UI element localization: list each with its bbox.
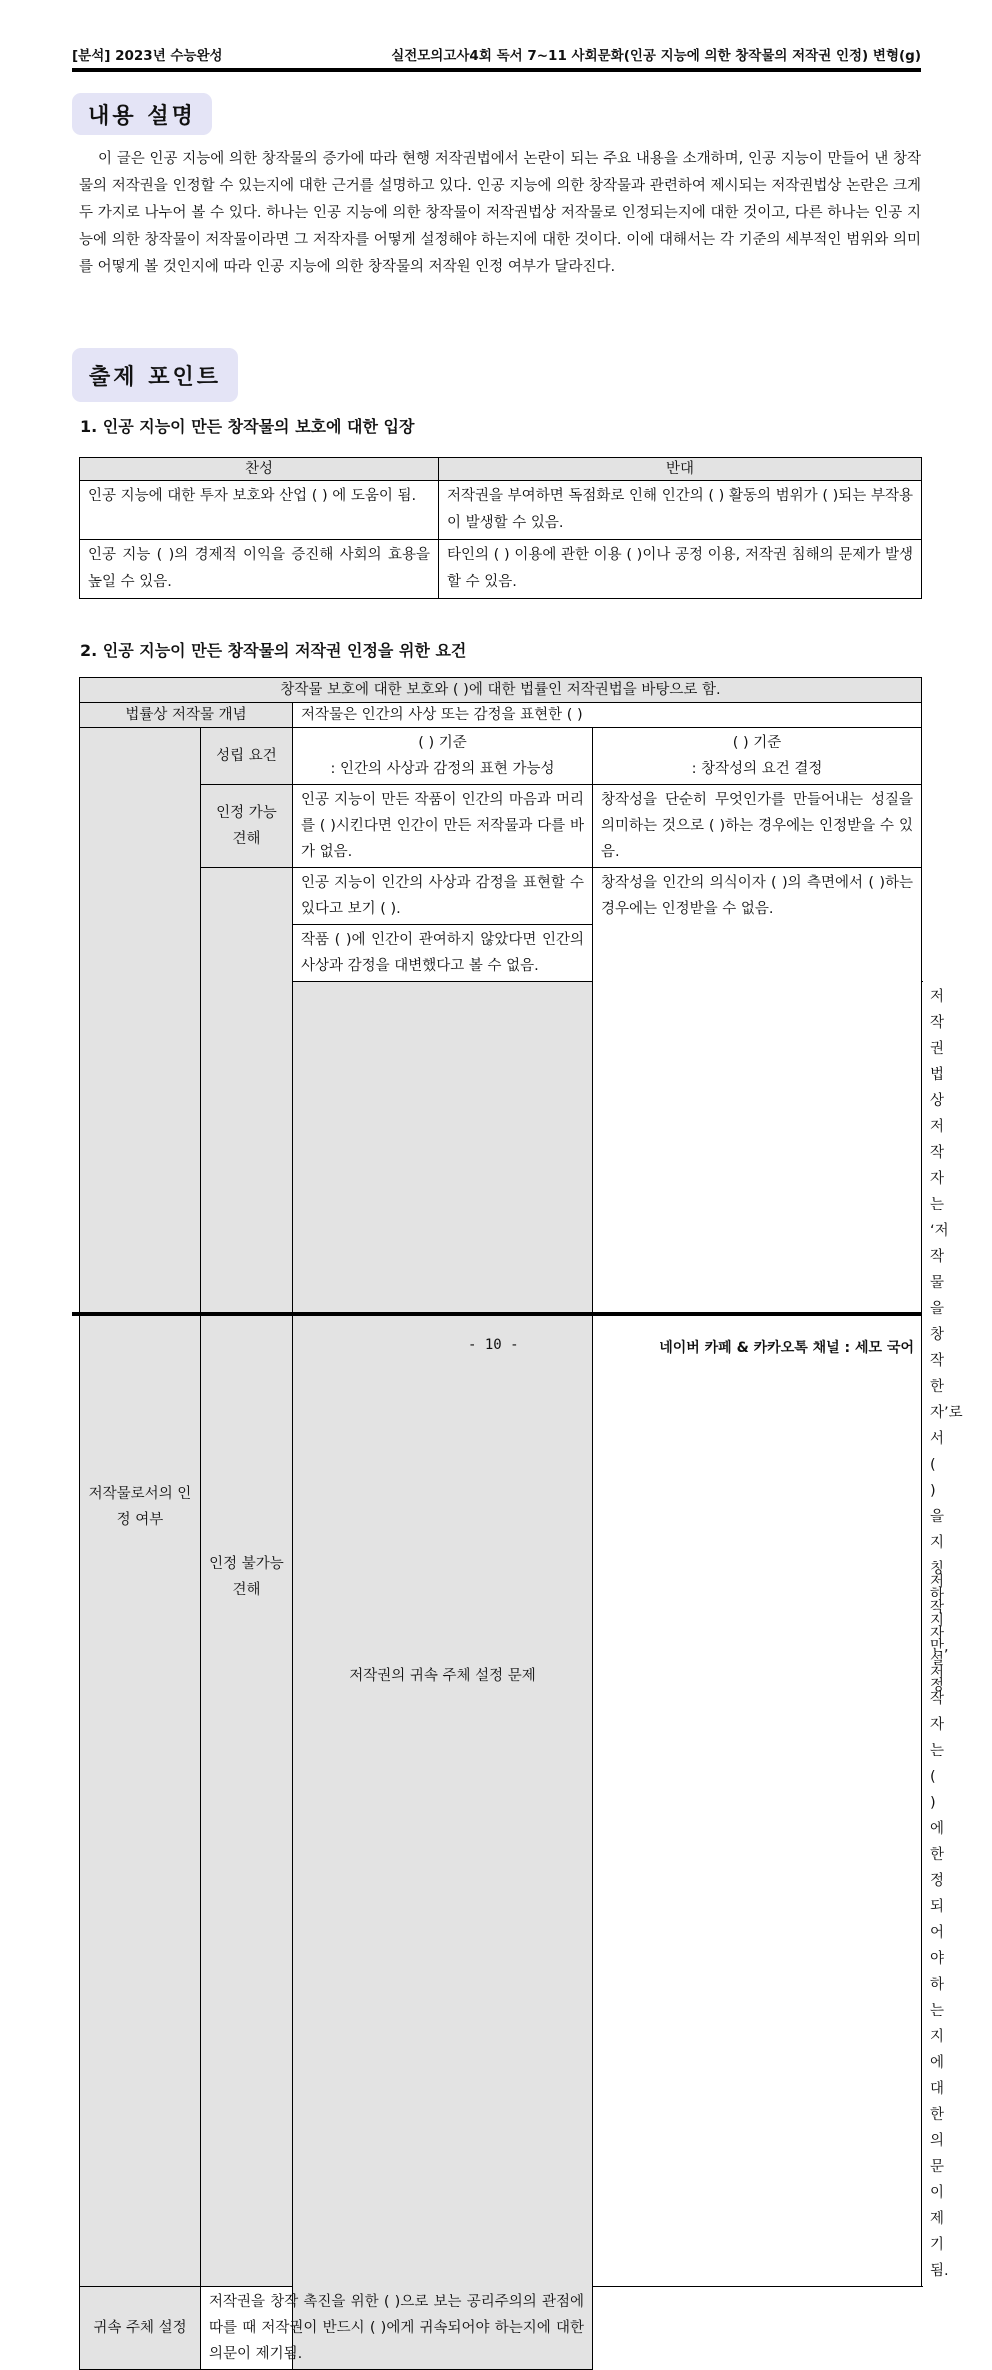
table-intro-row: 창작물 보호에 대한 보호와 ( )에 대한 법률인 저작권법을 바탕으로 함. — [80, 678, 922, 703]
header-left: [분석] 2023년 수능완성 — [72, 48, 223, 64]
con-cell: 타인의 ( ) 이용에 관한 이용 ( )이나 공정 이용, 저작권 침해의 문제가 발생할 수 있음. — [439, 540, 922, 599]
possible-label: 인정 가능 견해 — [201, 785, 293, 868]
content-paragraph — [79, 146, 921, 281]
impossible-label: 인정 불가능 견해 — [201, 868, 293, 2287]
header-rule — [72, 68, 921, 72]
page-number: - 10 - — [468, 1337, 519, 1353]
impossible-c1a: 인공 지능이 인간의 사상과 감정을 표현할 수 있다고 보기 ( ). — [293, 868, 593, 925]
section-title-content: 내용 설명 — [72, 93, 212, 135]
criterion1-title: ( ) 기준 — [418, 735, 467, 751]
criterion2-cell — [593, 728, 922, 785]
concept-label: 법률상 저작물 개념 — [80, 703, 293, 728]
con-cell: 저작권을 부여하면 독점화로 인해 인간의 ( ) 활동의 범위가 ( )되는 부작용이 발생할 수 있음. — [439, 481, 922, 540]
impossible-c1b: 작품 ( )에 인간이 관여하지 않았다면 인간의 사상과 감정을 대변했다고 볼 수 없음. — [293, 925, 593, 982]
requirement-label: 성립 요건 — [201, 728, 293, 785]
owner-label: 귀속 주체 설정 — [80, 2287, 201, 2370]
criterion1-cell — [293, 728, 593, 785]
header-pro: 찬성 — [80, 458, 439, 481]
ownership-label: 저작권의 귀속 주체 설정 문제 — [293, 982, 593, 2370]
owner-value: 저작권을 창작 촉진을 위한 ( )으로 보는 공리주의의 관점에 따를 때 저작권이 반드시 ( )에게 귀속되어야 하는지에 대한 의문이 제기됨. — [201, 2287, 593, 2370]
question2-title: 2. 인공 지능이 만든 창작물의 저작권 인정을 위한 요건 — [80, 641, 467, 660]
header-right: 실전모의고사4회 독서 7~11 사회문화(인공 지능에 의한 창작물의 저작권 인정) 변형(g) — [391, 48, 921, 64]
pro-cell: 인공 지능 ( )의 경제적 이익을 증진해 사회의 효용을 높일 수 있음. — [80, 540, 439, 599]
header-con: 반대 — [439, 458, 922, 481]
footer-rule — [72, 1312, 921, 1316]
content-text: 이 글은 인공 지능에 의한 창작물의 증가에 따라 현행 저작권법에서 논란이 되는 주요 내용을 소개하며, 인공 지능이 만들어 낸 창작물의 저작권을 인정할 수 있는지에 대한 근거를 설명하고 있다. 인공 지능에 의한 창작물과 관련하여 제시되는 저작권법상 논란은 크게 두 가지로 나누어 볼 수 있다. 하나는 인공 지능에 의한 창작물이 저작권법상 저작물로 인정되는지에 대한 것이고, 다른 하나는 인공 지능에 의한 창작물이 저작물이라면 그 저작자를 어떻게 설정해야 하는지에 대한 것이다. 이에 대해서는 각 기준의 세부적인 범위와 의미를 어떻게 볼 것인지에 따라 인공 지능에 의한 창작물의 저작원 인정 여부가 달라진다. — [79, 151, 922, 275]
section-title-points: 출제 포인트 — [72, 348, 238, 402]
criterion2-sub: : 창작성의 요건 결정 — [691, 761, 823, 777]
pro-cell: 인공 지능에 대한 투자 보호와 산업 ( ) 에 도움이 됨. — [80, 481, 439, 540]
footer-channel: 네이버 카페 & 카카오톡 채널 : 세모 국어 — [659, 1340, 914, 1356]
recognition-label: 저작물로서의 인정 여부 — [80, 728, 201, 2287]
possible-c2: 창작성을 단순히 무엇인가를 만들어내는 성질을 의미하는 것으로 ( )하는 경우에는 인정받을 수 있음. — [593, 785, 922, 868]
page-header — [72, 44, 921, 66]
stance-table — [79, 457, 922, 599]
possible-c1: 인공 지능이 만든 작품이 인간의 마음과 머리를 ( )시킨다면 인간이 만든 저작물과 다를 바가 없음. — [293, 785, 593, 868]
criterion2-title: ( ) 기준 — [732, 735, 782, 751]
concept-value: 저작물은 인간의 사상 또는 감정을 표현한 ( ) — [293, 703, 922, 728]
question1-title: 1. 인공 지능이 만든 창작물의 보호에 대한 입장 — [80, 417, 415, 436]
impossible-c2: 창작성을 인간의 의식이자 ( )의 측면에서 ( )하는 경우에는 인정받을 수 없음. — [593, 868, 922, 2287]
requirements-table: 창작물 보호에 대한 보호와 ( )에 대한 법률인 저작권법을 바탕으로 함. 법률상 저작물 개념 저작물은 인간의 사상 또는 감정을 표현한 ( ) 저작물로서의 인정 여부 성립 요건 ( ) 기준 : 인간의 사상과 감정의 표현 가능성 ( ) 기준 : 창작성의 요건 결정 인정 가능 견해 인공 지능이 만든 작품이 인간의 마음과 머리를 ( )시킨다면 인간이 만든 저작물과 다를 바가 없음. 창작성을 단순히 무엇인가를 만들어내는 성질을 의미하는 것으로 ( )하는 경우에는 인정받을 수 있음. 인정 불가능 견해 인공 지능이 인간의 사상과 감정을 표현할 수 있다고 보기 ( ). 창작성을 인간의 의식이자 ( )의 측면에서 ( )하는 경우에는 인정받을 수 없음. 작품 ( )에 인간이 관여하지 않았다면 인간의 사상과 감정을 대변했다고 볼 수 없음. 저작권의 귀속 주체 설정 문제 저작자 설정 저작권법상 저작자는 ‘저작물을 창작한 자’로서 ( )을 지칭하지만, 저작자는 ( )에 한정되어야 하는지에 대한 의문이 제기됨. 귀속 주체 설정 저작권을 창작 촉진을 위한 ( )으로 보는 공리주의의 관점에 따를 때 저작권이 반드시 ( )에게 귀속되어야 하는지에 대한 의문이 제기됨. — [79, 677, 922, 2370]
criterion1-sub: : 인간의 사상과 감정의 표현 가능성 — [330, 761, 555, 777]
